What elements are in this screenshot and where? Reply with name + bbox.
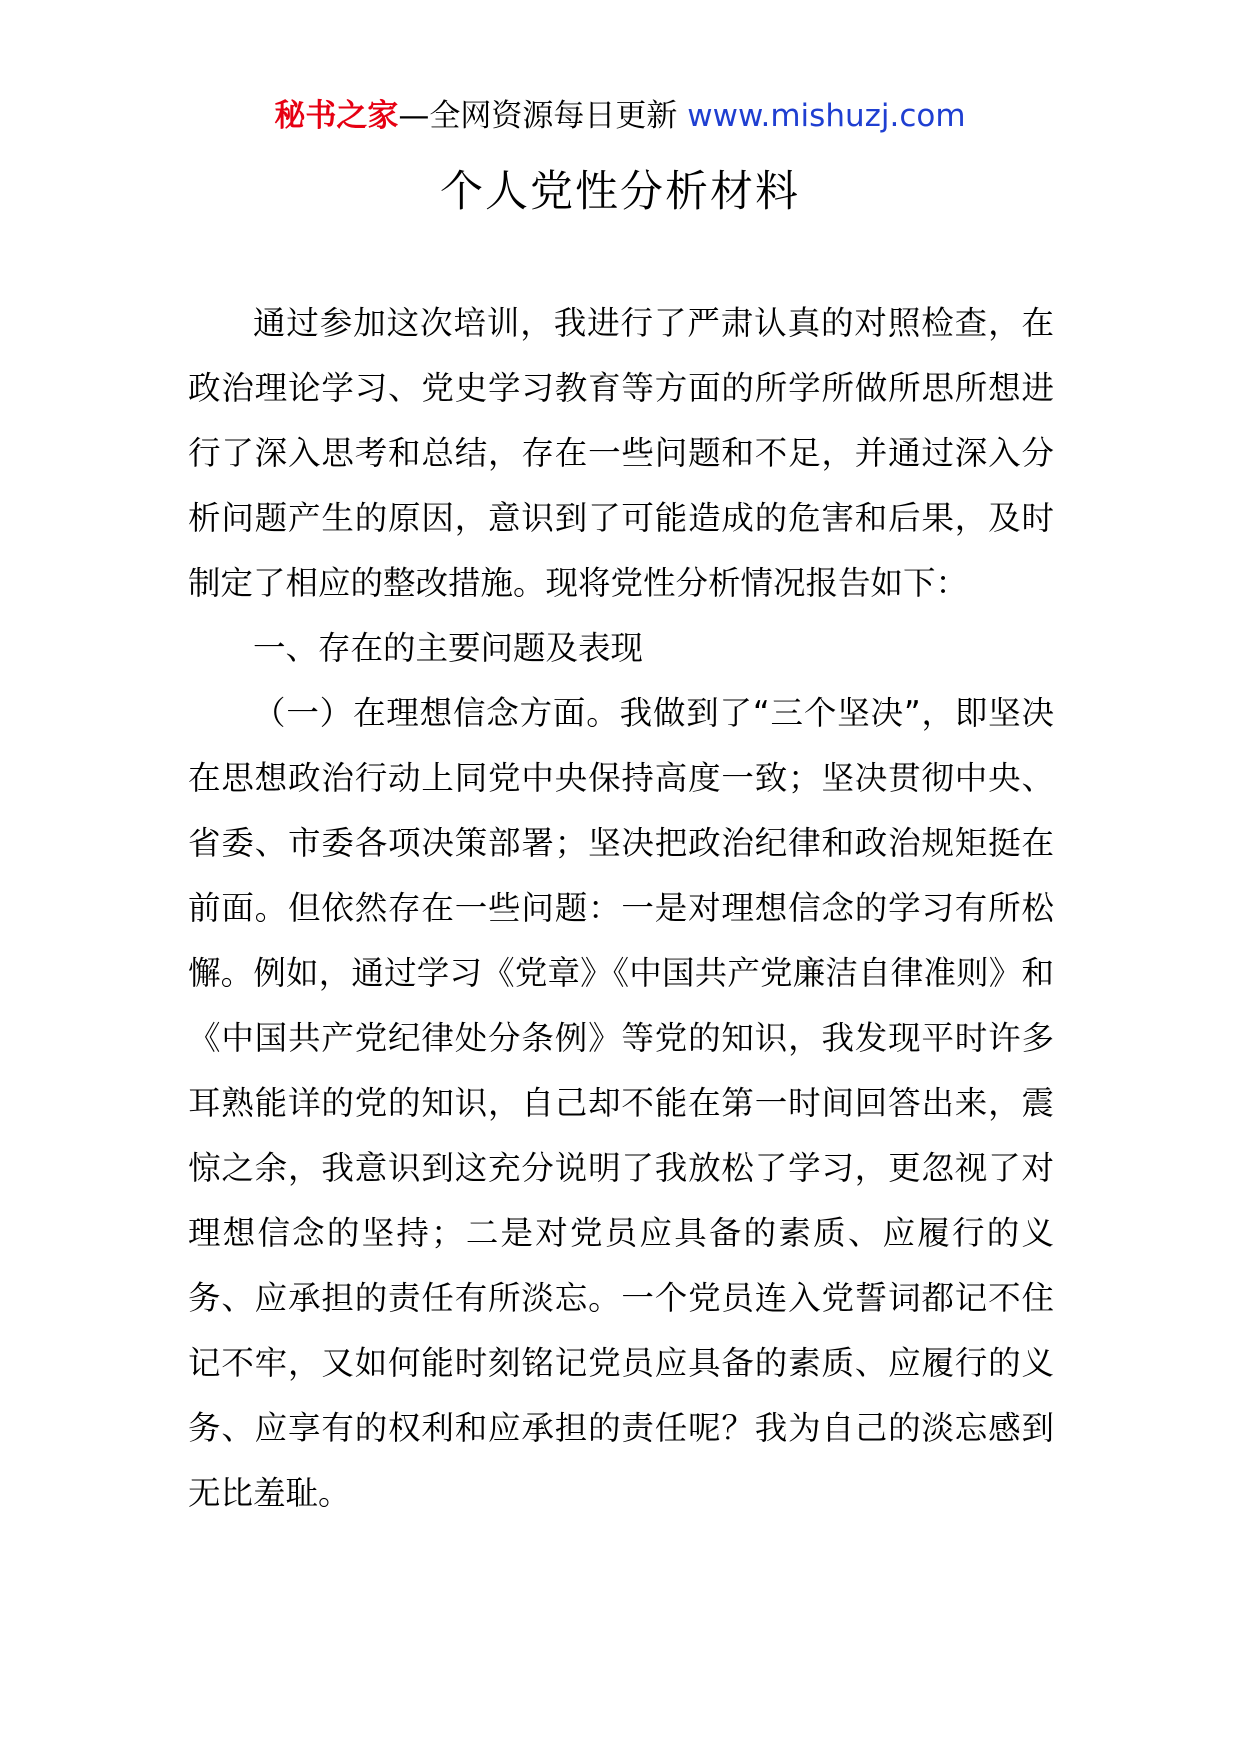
site-url-link[interactable]: www.mishuzj.com — [687, 98, 966, 134]
document-title: 个人党性分析材料 — [440, 167, 800, 217]
section-heading: 一、存在的主要问题及表现 — [253, 629, 644, 667]
subsection-paragraph: （一）在理想信念方面。我做到了“三个坚决”，即坚决在思想政治行动上同党中央保持高度一致；坚决贯彻中央、省委、市委各项决策部署；坚决把政治纪律和政治规矩挺在前面。但依然存在一些问题：一是对理想信念的学习有所松懈。例如，通过学习《党章》《中国共产党廉洁自律准则》和《中国共产党纪律处分条例》等党的知识，我发现平时许多耳熟能详的党的知识，自己却不能在第一时间回答出来，震惊之余，我意识到这充分说明了我放松了学习，更忽视了对理想信念的坚持；二是对党员应具备的素质、应履行的义务、应承担的责任有所淡忘。一个党员连入党誓词都记不住记不牢，又如何能时刻铭记党员应具备的素质、应履行的义务、应享有的权利和应承担的责任呢？我为自己的淡忘感到无比羞耻。 — [188, 694, 1054, 1512]
site-header — [0, 96, 1240, 136]
site-brand: 秘书之家 — [274, 98, 399, 134]
intro-paragraph: 通过参加这次培训，我进行了严肃认真的对照检查，在政治理论学习、党史学习教育等方面的所学所做所思所想进行了深入思考和总结，存在一些问题和不足，并通过深入分析问题产生的原因，意识到了可能造成的危害和后果，及时制定了相应的整改措施。现将党性分析情况报告如下： — [188, 304, 1054, 602]
site-tagline: —全网资源每日更新 — [398, 98, 688, 134]
document-body — [188, 291, 1054, 1526]
